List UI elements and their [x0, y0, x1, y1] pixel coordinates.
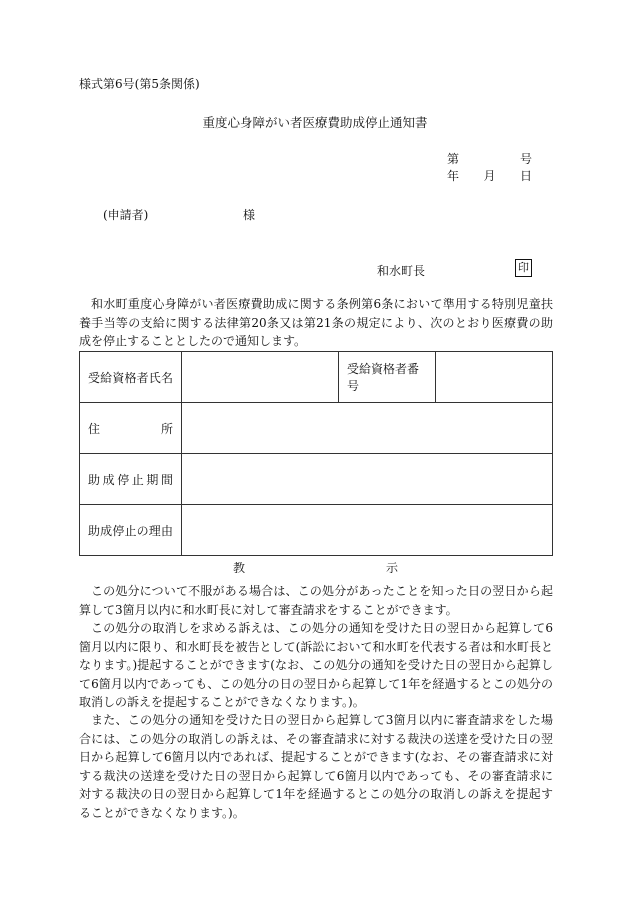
notice-heading-char: 教: [233, 561, 246, 575]
address-label: [80, 403, 182, 454]
table-row: [80, 403, 553, 454]
label-char: 給: [100, 370, 113, 385]
recipient-name-value[interactable]: [182, 352, 339, 403]
label-char: 助: [88, 472, 101, 487]
label-char: 停: [117, 472, 130, 487]
label-char: 者: [136, 370, 149, 385]
label-char: 住: [88, 421, 101, 436]
notice-paragraph-3: また、この処分の通知を受けた日の翌日から起算して3箇月以内に審査請求をした場合には、この処分の取消しの訴えは、その審査請求に対する裁決の送達を受けた日の翌日から起算して6箇月以内であれば、提起することができます(なお、その審査請求に対する裁決の送達を受けた日の翌日から起算して6箇月以内であっても、その審査請求に対する裁決の日の翌日から起算して1年を経過するとこの処分の取消しの訴えを提起することができなくなります。)。: [79, 713, 553, 820]
table-row: [80, 505, 553, 556]
label-char: 期: [146, 472, 159, 487]
stop-reason-value[interactable]: [182, 505, 553, 556]
label-char: 所: [160, 421, 173, 436]
recipient-number-label: 受給資格者番号: [339, 352, 436, 403]
form-number-label: 様式第6号(第5条関係): [79, 77, 200, 91]
label-char: 成: [100, 523, 113, 538]
date-month: 月: [483, 169, 496, 183]
notice-heading-char: 示: [385, 561, 398, 575]
table-row: [80, 352, 553, 403]
address-value[interactable]: [182, 403, 553, 454]
label-char: の: [136, 523, 149, 538]
document-title: 重度心身障がい者医療費助成停止通知書: [202, 115, 428, 130]
notice-paragraph-1: この処分について不服がある場合は、この処分があったことを知った日の翌日から起算して3箇月以内に和水町長に対して審査請求をすることができます。: [79, 584, 553, 617]
stop-period-label: [80, 454, 182, 505]
label-char: 受: [88, 370, 101, 385]
date-year: 年: [447, 169, 460, 183]
document-number-row: [447, 150, 532, 167]
label-char: 助: [88, 523, 101, 538]
seal-stamp: 印: [515, 259, 532, 277]
notice-heading: [233, 559, 398, 576]
stop-reason-label: [80, 505, 182, 556]
applicant-label: (申請者): [103, 208, 149, 222]
number-suffix: 号: [519, 152, 532, 166]
label-char: 間: [160, 472, 173, 487]
label-char: 名: [160, 370, 173, 385]
label-char: 資: [112, 370, 125, 385]
label-char: 格: [124, 370, 137, 385]
label-char: 止: [124, 523, 137, 538]
label-char: 由: [160, 523, 173, 538]
table-row: [80, 454, 553, 505]
notice-paragraph-2: この処分の取消しを求める訴えは、この処分の通知を受けた日の翌日から起算して6箇月以内に限り、和水町長を被告として(訴訟において和水町を代表する者は和水町長となります。)提起することができます(なお、この処分の通知を受けた日の翌日から起算して6箇月以内であっても、この処分の日の翌日から起算して1年を経過するとこの処分の取消しの訴えを提起することができなくなります。)。: [79, 621, 553, 709]
intro-paragraph: 和水町重度心身障がい者医療費助成に関する条例第6条において準用する特別児童扶養手当等の支給に関する法律第20条又は第21条の規定により、次のとおり医療費の助成を停止することとしたので通知します。: [79, 297, 553, 348]
stop-period-value[interactable]: [182, 454, 553, 505]
label-char: 理: [148, 523, 161, 538]
date-day: 日: [519, 169, 532, 183]
label-char: 停: [112, 523, 125, 538]
mayor-label: 和水町長: [377, 264, 426, 278]
label-char: 氏: [148, 370, 161, 385]
date-row: [447, 167, 532, 184]
label-char: 止: [131, 472, 144, 487]
honorific-sama: 様: [243, 208, 256, 222]
label-char: 成: [102, 472, 115, 487]
info-table: [79, 351, 553, 556]
recipient-number-value[interactable]: [436, 352, 553, 403]
recipient-name-label: [80, 352, 182, 403]
number-prefix: 第: [447, 152, 460, 166]
